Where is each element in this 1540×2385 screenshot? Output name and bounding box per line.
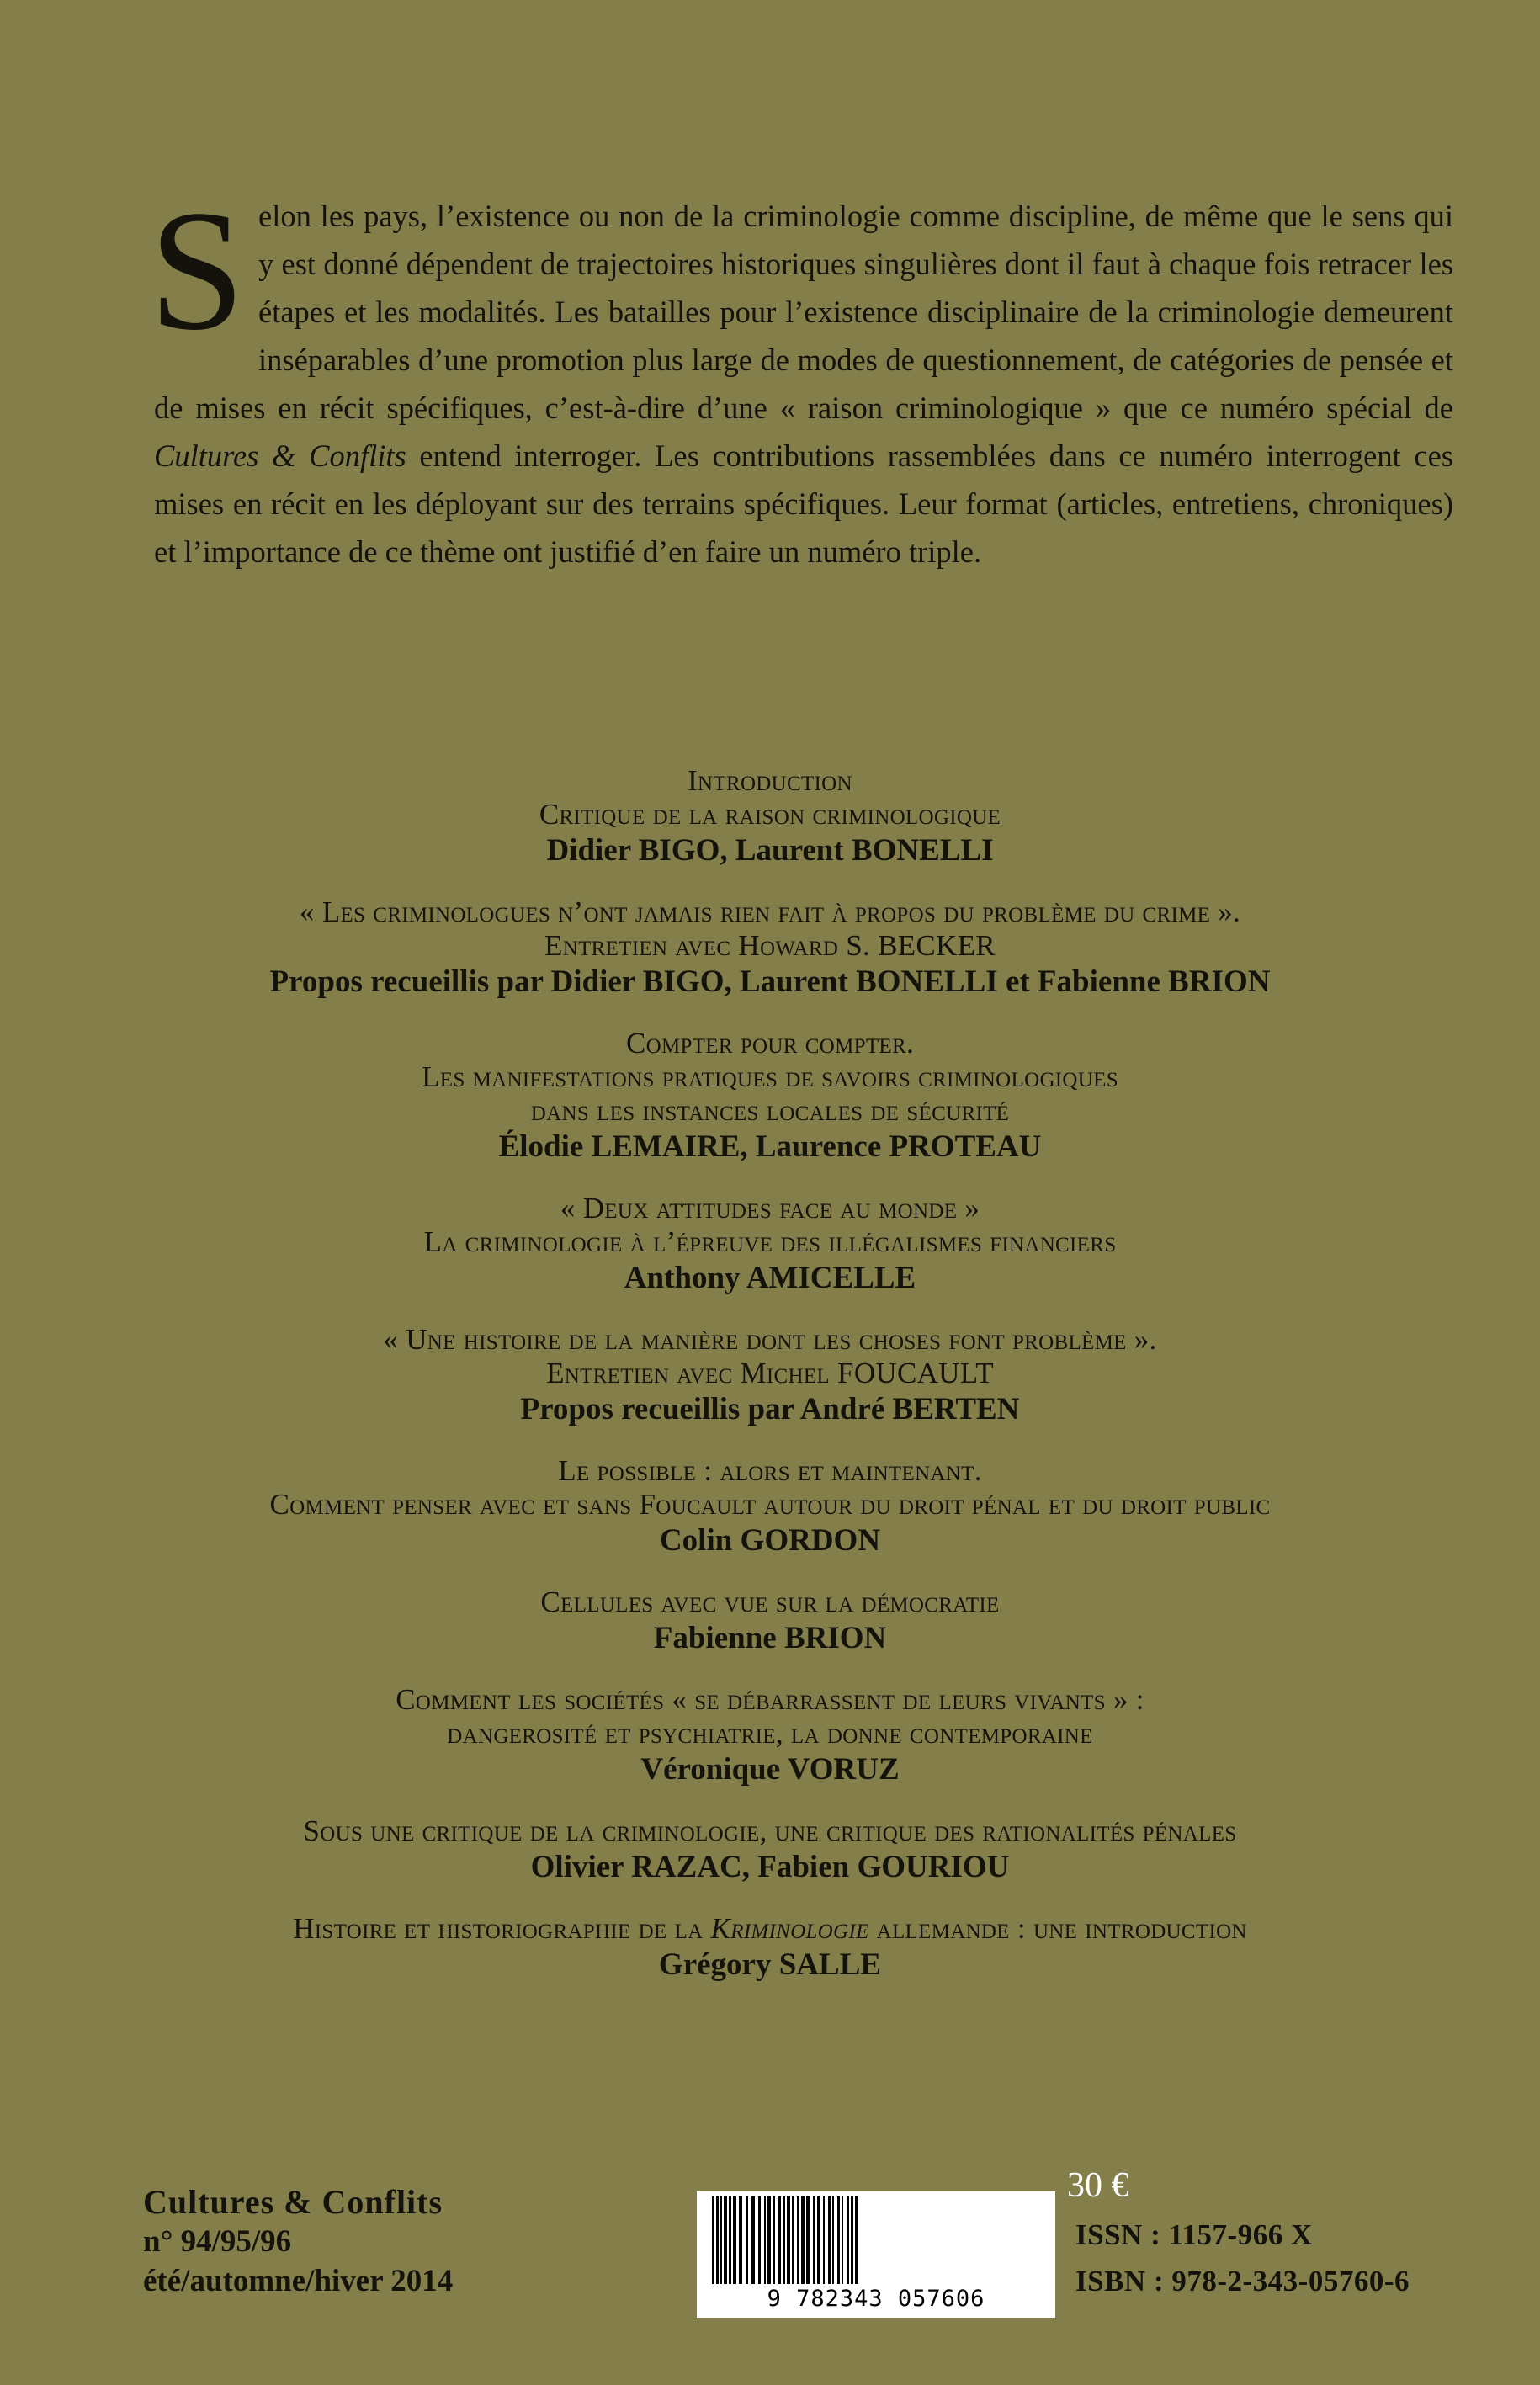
toc-author: Fabienne BRION	[653, 1621, 887, 1655]
toc-author: Grégory SALLE	[658, 1947, 882, 1982]
toc-entry	[0, 764, 1540, 870]
toc-title-line: Critique de la raison criminologique	[539, 798, 1001, 831]
barcode-bar	[712, 2196, 714, 2284]
barcode-bar	[758, 2196, 761, 2284]
toc-author: Didier BIGO, Laurent BONELLI	[546, 833, 994, 868]
toc-entry	[0, 1683, 1540, 1789]
issn: ISSN : 1157-966 X	[1075, 2218, 1313, 2251]
barcode-bar	[733, 2196, 736, 2284]
barcode-bar	[783, 2196, 785, 2284]
barcode-bar	[751, 2196, 755, 2284]
barcode-bar	[813, 2196, 815, 2284]
journal-title-italic: Cultures & Conflits	[154, 438, 406, 473]
intro-text-before: elon les pays, l’existence ou non de la criminologie comme discipline, de même que le sens qui y est donné dépendent de trajectoires historiques singulières dont il faut à chaque fois retracer les étapes et les modalités. Les batailles pour l’existence disciplinaire de la criminologie demeurent inséparables d’une promotion plus large de modes de questionnement, de catégories de pensée et de mises en récit spécifiques, c’est-à-dire d’une « raison criminologique » que ce numéro spécial de	[154, 199, 1453, 425]
barcode-bar	[724, 2196, 727, 2284]
toc-title-part-after: allemande : une introduction	[868, 1912, 1247, 1945]
barcode-bar	[792, 2196, 794, 2284]
drop-cap: S	[149, 175, 246, 366]
toc-entry	[0, 1814, 1540, 1887]
toc-title-line: « Les criminologues n’ont jamais rien fait à propos du problème du crime ».	[299, 895, 1241, 928]
journal-info	[143, 2182, 453, 2301]
toc-title-line: Introduction	[688, 764, 852, 797]
toc-author: Élodie LEMAIRE, Laurence PROTEAU	[498, 1129, 1042, 1164]
toc-author: Propos recueillis par André BERTEN	[520, 1392, 1020, 1426]
toc-author: Anthony AMICELLE	[624, 1261, 916, 1295]
toc-title-line: « Une histoire de la manière dont les choses font problème ».	[383, 1323, 1157, 1356]
issue-number: n° 94/95/96	[143, 2224, 292, 2259]
barcode-bar	[764, 2196, 766, 2284]
barcode-bar	[716, 2196, 719, 2284]
barcode-bar	[806, 2196, 810, 2284]
toc-author: Colin GORDON	[659, 1523, 881, 1558]
toc-title-line: Cellules avec vue sur la démocratie	[540, 1586, 1000, 1618]
barcode-bar	[746, 2196, 748, 2284]
barcode-bar	[801, 2196, 805, 2284]
intro-text-after: entend interroger. Les contributions rassemblées dans ce numéro interrogent ces mises en récit en les déployant sur des terrains spécifiques. Leur format (articles, entretiens, chroniques) et l’importance de ce thème ont justifié d’en faire un numéro triple.	[154, 438, 1454, 569]
toc-title-line: Comment penser avec et sans Foucault autour du droit pénal et du droit public	[269, 1488, 1271, 1521]
barcode-bar	[847, 2196, 849, 2284]
barcode-bar	[817, 2196, 820, 2284]
toc-entry	[0, 895, 1540, 1001]
barcode-bars	[697, 2191, 1055, 2286]
barcode-bar	[773, 2196, 775, 2284]
toc-author: Olivier RAZAC, Fabien GOURIOU	[530, 1850, 1010, 1884]
barcode-bar	[797, 2196, 799, 2284]
barcode-bar	[842, 2196, 843, 2284]
toc-title-line: Entretien avec Michel FOUCAULT	[546, 1357, 994, 1389]
price: 30 €	[1067, 2166, 1129, 2205]
barcode-bar	[823, 2196, 825, 2284]
barcode-bar	[739, 2196, 742, 2284]
barcode-bar	[778, 2196, 781, 2284]
toc-title-line: dans les instances locales de sécurité	[530, 1094, 1010, 1127]
toc-title-line: Compter pour compter.	[625, 1027, 915, 1060]
barcode-bar	[787, 2196, 790, 2284]
toc-title-line: dangerosité et psychiatrie, la donne contemporaine	[447, 1717, 1093, 1750]
barcode-bar	[851, 2196, 853, 2284]
toc-entry	[0, 1323, 1540, 1429]
journal-name: Cultures & Conflits	[143, 2183, 443, 2221]
toc-entry	[0, 1454, 1540, 1560]
barcode-bar	[729, 2196, 731, 2284]
toc-entry	[0, 1027, 1540, 1166]
barcode-bar	[828, 2196, 831, 2284]
toc-title-line: Le possible : alors et maintenant.	[558, 1454, 982, 1487]
toc-title-line: Sous une critique de la criminologie, une critique des rationalités pénales	[303, 1814, 1237, 1847]
toc-title-part-italic: Kriminologie	[710, 1912, 869, 1945]
barcode-digits: 9 782343 057606	[767, 2286, 985, 2312]
barcode-bar	[837, 2196, 840, 2284]
identifiers	[1075, 2212, 1410, 2304]
toc-title-line: « Deux attitudes face au monde »	[560, 1192, 980, 1224]
toc-title-line	[0, 1912, 1540, 1946]
issue-season: été/automne/hiver 2014	[143, 2264, 454, 2298]
toc-title-line: Comment les sociétés « se débarrassent de leurs vivants » :	[396, 1683, 1144, 1716]
barcode-bar	[855, 2196, 858, 2284]
barcode-bar	[832, 2196, 834, 2284]
toc-entry	[0, 1912, 1540, 1984]
toc-title-line: Les manifestations pratiques de savoirs criminologiques	[422, 1060, 1118, 1093]
toc-title-line: La criminologie à l’épreuve des illégalismes financiers	[423, 1225, 1117, 1258]
isbn: ISBN : 978-2-343-05760-6	[1075, 2265, 1410, 2297]
intro-paragraph	[149, 175, 1454, 576]
barcode-bar	[767, 2196, 771, 2284]
toc-author: Véronique VORUZ	[640, 1752, 900, 1787]
barcode-bar	[720, 2196, 722, 2284]
table-of-contents	[0, 764, 1540, 2010]
barcode	[697, 2191, 1055, 2318]
toc-title-line: Entretien avec Howard S. BECKER	[544, 929, 996, 962]
toc-entry	[0, 1192, 1540, 1298]
toc-title-part-before: Histoire et historiographie de la	[293, 1912, 711, 1945]
toc-entry	[0, 1586, 1540, 1658]
toc-author: Propos recueillis par Didier BIGO, Laurent BONELLI et Fabienne BRION	[269, 964, 1271, 999]
